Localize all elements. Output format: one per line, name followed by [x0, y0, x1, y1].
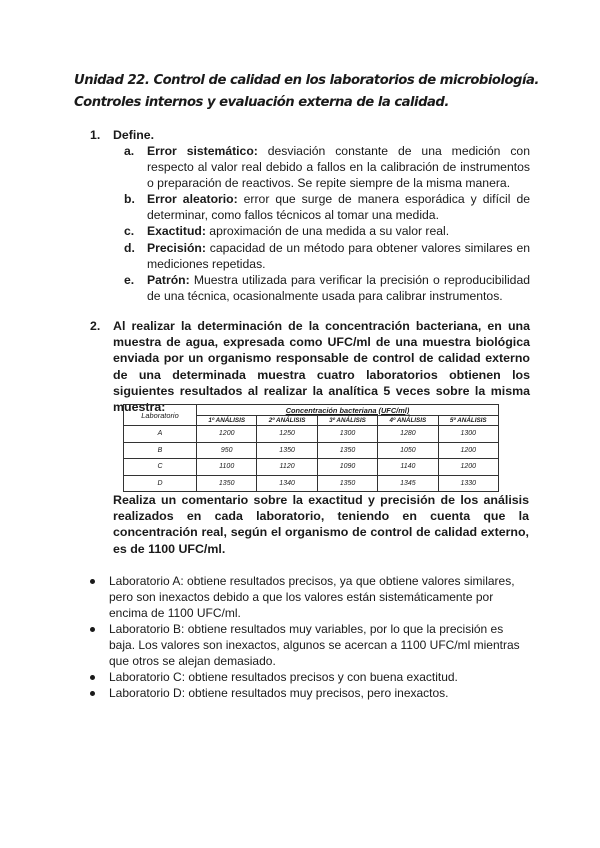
- bullet-icon: [90, 579, 95, 584]
- unit-title: Unidad 22. Control de calidad en los laboratorios de microbiología. Controles internos y evaluación externa de la calidad.: [74, 73, 539, 110]
- table-row: [124, 442, 499, 459]
- column-header: 2º ANÁLISIS: [257, 416, 317, 426]
- answer-text: Laboratorio B: obtiene resultados muy variables, por lo que la precisión es baja. Los valores son inexactos, algunos se acercan a 1100 UFC/ml mientras que otros se alejan demasiado.: [109, 622, 520, 668]
- answer-list: [90, 573, 530, 701]
- row-header-laboratorio: Laboratorio: [124, 405, 197, 426]
- definition-term: Exactitud:: [147, 224, 206, 239]
- value-cell: 1330: [438, 475, 498, 492]
- answer-text: Laboratorio C: obtiene resultados precisos y con buena exactitud.: [109, 670, 458, 684]
- definition-letter: c.: [124, 224, 135, 239]
- definition-item: [124, 143, 530, 191]
- definition-letter: b.: [124, 192, 135, 207]
- definition-item: [124, 191, 530, 223]
- value-cell: 1200: [438, 459, 498, 476]
- definition-text: capacidad de un método para obtener valores similares en mediciones repetidas.: [147, 240, 530, 271]
- definition-text: desviación constante de una medición con respecto al valor real debido a fallos en la calibración de instrumentos o preparación de reactivos. Se repite siempre de la misma manera.: [147, 144, 530, 191]
- value-cell: 950: [197, 442, 257, 459]
- answer-item: [90, 685, 530, 701]
- definition-list: [124, 143, 530, 304]
- value-cell: 1100: [197, 459, 257, 476]
- value-cell: 1090: [317, 459, 377, 476]
- definition-term: Patrón:: [147, 272, 190, 287]
- question-1-label: Define.: [113, 128, 154, 142]
- value-cell: 1140: [378, 459, 438, 476]
- value-cell: 1050: [378, 442, 438, 459]
- answer-text: Laboratorio A: obtiene resultados precisos, ya que obtiene valores similares, pero son inexactos debido a que los valores están sistemáticamente por encima de 1100 UFC/ml.: [109, 574, 515, 620]
- value-cell: 1250: [257, 426, 317, 443]
- value-cell: 1300: [438, 426, 498, 443]
- question-2-text: Al realizar la determinación de la concentración bacteriana, en una muestra de agua, expresada como UFC/ml de una muestra biológica enviada por un organismo responsable de control de calidad externo de una determinada muestra cuatro laboratorios obtienen los siguientes resultados al realizar la analítica 5 veces sobre la misma muestra:: [113, 319, 530, 415]
- group-header: Concentración bacteriana (UFC/ml): [197, 405, 499, 416]
- definition-item: [124, 240, 530, 272]
- column-header: 3º ANÁLISIS: [317, 416, 377, 426]
- definition-letter: d.: [124, 240, 135, 255]
- table-row: [124, 426, 499, 443]
- question-2: [90, 318, 530, 415]
- table-row: [124, 459, 499, 476]
- answer-item: [90, 669, 530, 685]
- question-2-number: 2.: [90, 319, 101, 333]
- value-cell: 1350: [197, 475, 257, 492]
- value-cell: 1350: [317, 475, 377, 492]
- question-1-header: [90, 127, 530, 143]
- column-header: 1º ANÁLISIS: [197, 416, 257, 426]
- answer-item: [90, 573, 530, 621]
- lab-cell: D: [124, 475, 197, 492]
- definition-item: [124, 272, 530, 304]
- value-cell: 1200: [197, 426, 257, 443]
- value-cell: 1300: [317, 426, 377, 443]
- lab-cell: A: [124, 426, 197, 443]
- value-cell: 1350: [317, 442, 377, 459]
- column-header: 5º ANÁLISIS: [438, 416, 498, 426]
- column-header: 4º ANÁLISIS: [378, 416, 438, 426]
- definition-text: aproximación de una medida a su valor real.: [205, 224, 450, 239]
- answer-text: Laboratorio D: obtiene resultados muy precisos, pero inexactos.: [109, 686, 449, 700]
- definition-letter: a.: [124, 144, 135, 158]
- lab-cell: C: [124, 459, 197, 476]
- value-cell: 1350: [257, 442, 317, 459]
- definition-letter: e.: [124, 272, 135, 287]
- bullet-icon: [90, 691, 95, 696]
- definition-term: Error sistemático:: [147, 144, 258, 158]
- question-1-number: 1.: [90, 128, 101, 142]
- table-row: [124, 475, 499, 492]
- answer-item: [90, 621, 530, 669]
- definition-term: Error aleatorio:: [147, 192, 238, 207]
- definition-text: error que surge de manera esporádica y difícil de determinar, como fallos técnicos al tomar una medida.: [147, 192, 531, 223]
- definition-term: Precisión:: [147, 240, 206, 255]
- bullet-icon: [90, 675, 95, 680]
- question-2-comment: Realiza un comentario sobre la exactitud y precisión de los análisis realizados en cada laboratorio, teniendo en cuenta que la concentración real, según el organismo de control de calidad externo, es de 1100 UFC/ml.: [113, 493, 529, 556]
- value-cell: 1340: [257, 475, 317, 492]
- value-cell: 1280: [378, 426, 438, 443]
- lab-cell: B: [124, 442, 197, 459]
- results-table: [123, 404, 499, 492]
- bullet-icon: [90, 627, 95, 632]
- value-cell: 1200: [438, 442, 498, 459]
- value-cell: 1345: [378, 475, 438, 492]
- definition-item: [124, 223, 530, 239]
- definition-text: Muestra utilizada para verificar la precisión o reproducibilidad de una técnica, ocasionalmente usada para calibrar instrumentos.: [147, 272, 530, 303]
- value-cell: 1120: [257, 459, 317, 476]
